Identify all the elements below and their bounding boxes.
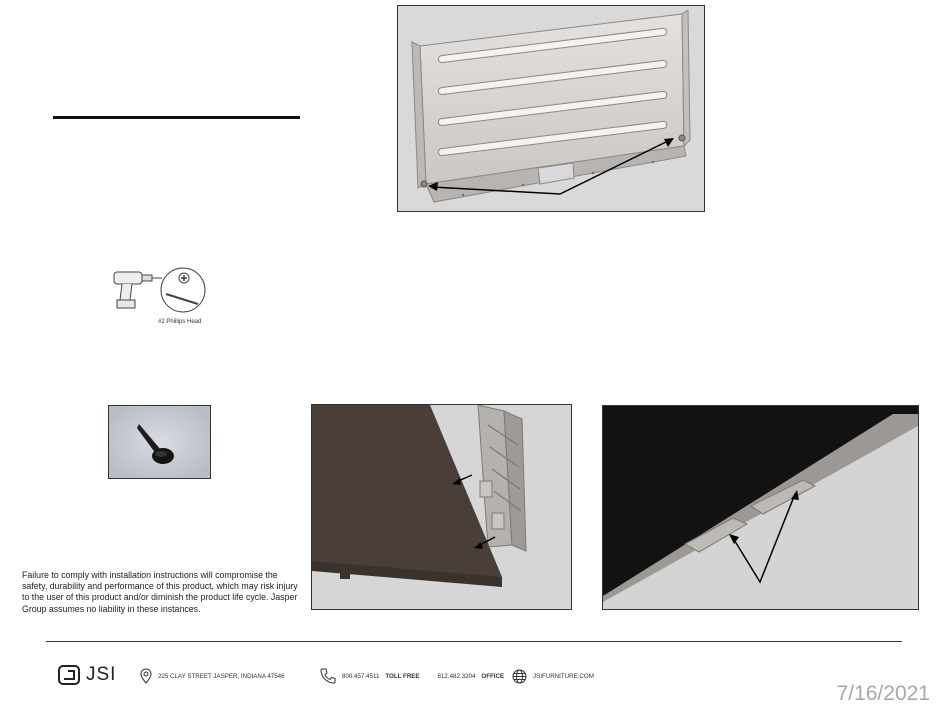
screw-image <box>108 405 211 479</box>
drill-tool-illustration <box>108 264 208 328</box>
footer-address <box>140 666 285 686</box>
footer-phone <box>320 666 504 686</box>
desk-underside-image <box>602 405 919 610</box>
toll-free-label: TOLL FREE <box>385 672 420 680</box>
power-drill-icon <box>108 264 208 320</box>
title-underline <box>53 116 300 119</box>
document-date: 7/16/2021 <box>836 682 930 705</box>
office-number: 812.482.3204 <box>437 672 476 680</box>
tray-panel-image <box>397 5 705 212</box>
location-pin-icon <box>140 668 152 684</box>
jsi-logo <box>58 664 116 686</box>
website-link[interactable]: JSIFURNITURE.COM <box>533 672 594 680</box>
globe-icon <box>512 669 527 684</box>
footer-divider <box>46 641 902 642</box>
phone-icon <box>320 668 336 684</box>
office-label: OFFICE <box>481 672 505 680</box>
logo-text: JSI <box>86 664 117 685</box>
toll-free-number: 800.457.4511 <box>342 672 380 680</box>
footer-website[interactable] <box>512 666 594 686</box>
disclaimer-text: Failure to comply with installation instructions will compromise the safety, durability and performance of this product, which may risk injury to the user of this product and/or diminish the product life cycle. Jasper Group assumes no liability in these instances. <box>22 570 298 614</box>
address-text: 225 CLAY STREET JASPER, INDIANA 47546 <box>158 672 285 680</box>
jsi-logo-mark <box>58 665 80 685</box>
tool-label: #2 Phillips Head <box>158 319 202 325</box>
desk-side-attachment-image <box>311 404 572 610</box>
